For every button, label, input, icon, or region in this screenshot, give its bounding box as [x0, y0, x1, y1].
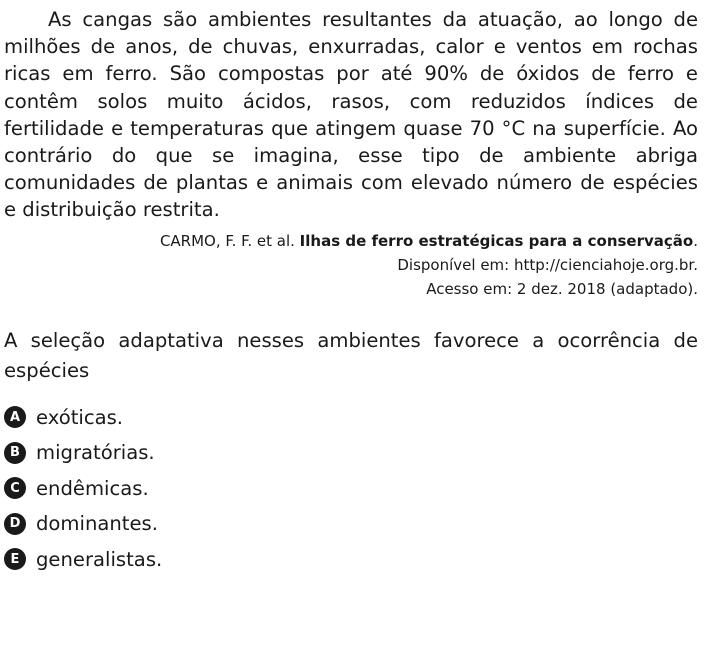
option-d-letter-icon: D: [4, 513, 26, 535]
option-d[interactable]: [4, 506, 698, 542]
option-b-letter-icon: B: [4, 442, 26, 464]
citation-reference: [4, 229, 698, 253]
citation-author: CARMO, F. F. et al.: [159, 231, 300, 250]
citation-access: Acesso em: 2 dez. 2018 (adaptado).: [426, 279, 698, 298]
answer-options: [4, 400, 698, 578]
citation: [4, 229, 698, 301]
option-c-letter-icon: C: [4, 477, 26, 499]
option-e-text: generalistas.: [36, 547, 163, 571]
option-b[interactable]: [4, 435, 698, 471]
passage-text: As cangas são ambientes resultantes da atuação, ao longo de milhões de anos, de chuvas, enxurradas, calor e ventos em rochas ricas em ferro. São compostas por até 90% de óxidos de ferro e contêm solos muito ácidos, rasos, com reduzidos índices de fertilidade e temperaturas que atingem quase 70 °C na superfície. Ao contrário do que se imagina, esse tipo de ambiente abriga comunidades de plantas e animais com elevado número de espécies e distribuição restrita.: [4, 8, 698, 222]
option-e-letter-icon: E: [4, 548, 26, 570]
option-a[interactable]: [4, 400, 698, 436]
citation-available: Disponível em: http://cienciahoje.org.br.: [397, 255, 698, 274]
citation-title-end: .: [693, 231, 698, 250]
option-a-letter-icon: A: [4, 406, 26, 428]
option-c-text: endêmicas.: [36, 476, 149, 500]
question-stem: A seleção adaptativa nesses ambientes favorece a ocorrência de espécies: [4, 328, 698, 382]
option-d-text: dominantes.: [36, 512, 158, 536]
option-a-text: exóticas.: [36, 405, 124, 429]
option-e[interactable]: [4, 542, 698, 578]
citation-title: Ilhas de ferro estratégicas para a conservação: [299, 231, 694, 250]
question-page: [4, 6, 698, 577]
option-b-text: migratórias.: [36, 441, 155, 465]
option-c[interactable]: [4, 471, 698, 507]
